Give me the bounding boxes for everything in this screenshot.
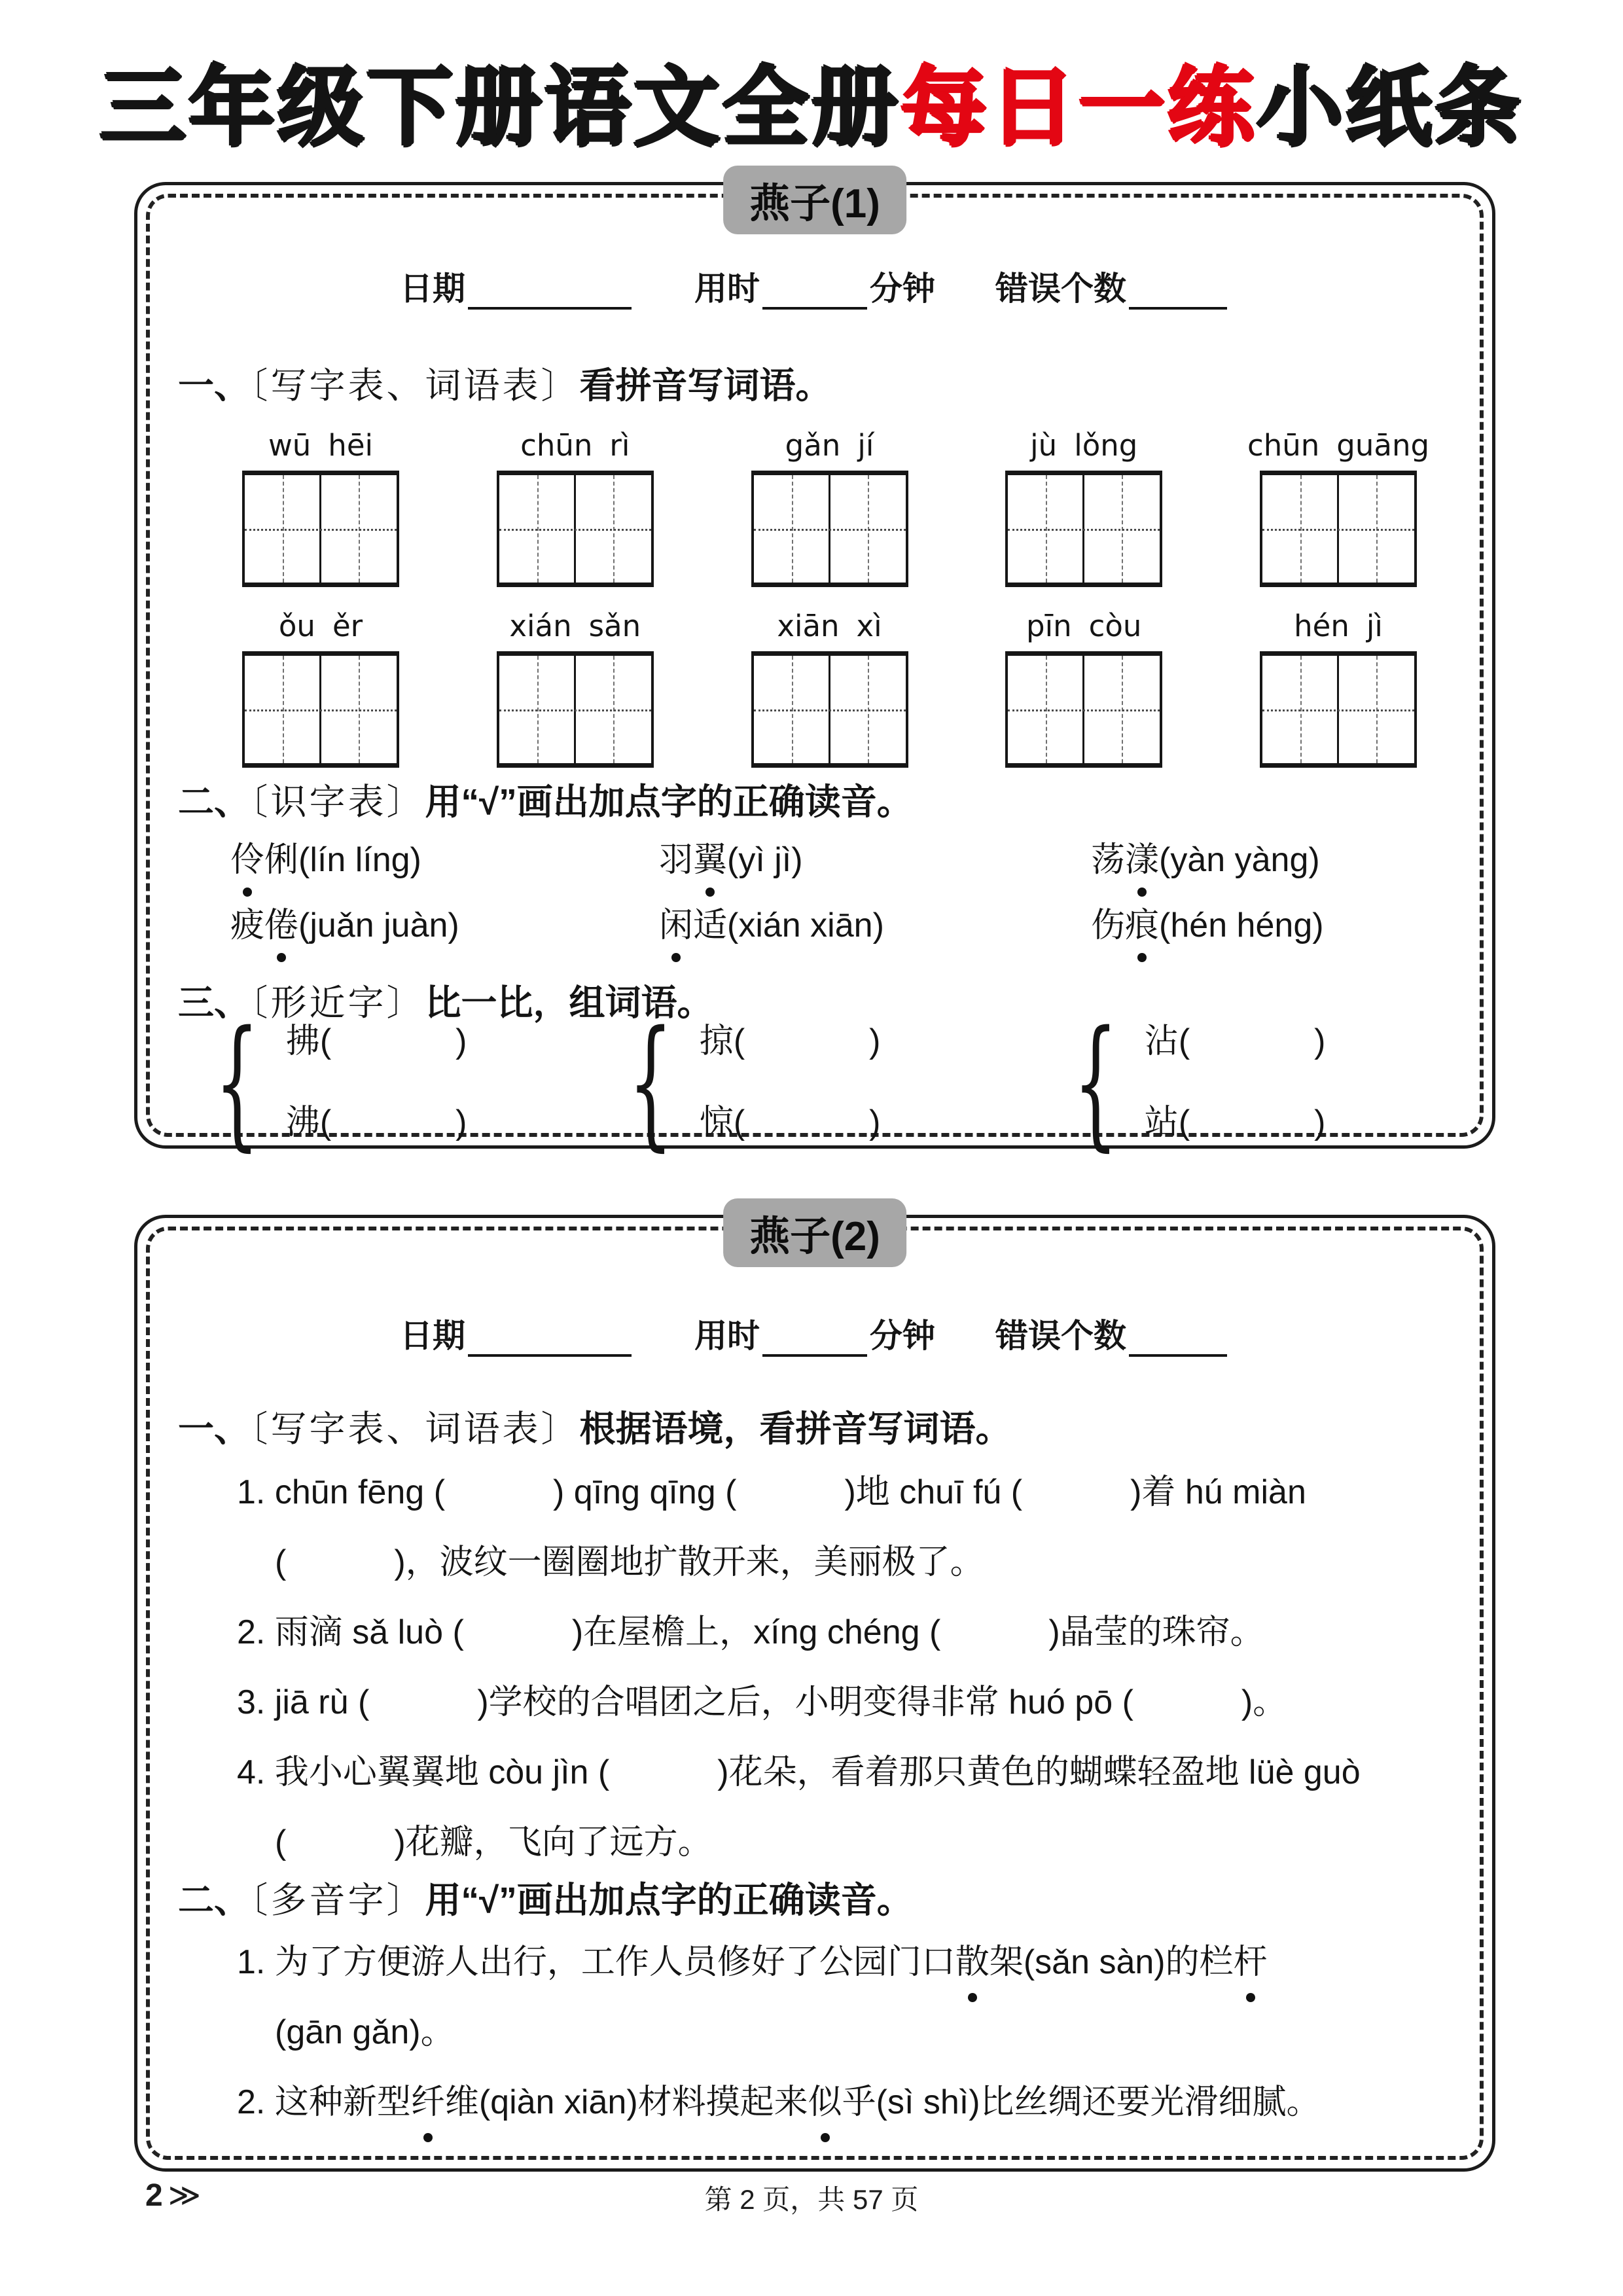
answer-blank: ( ) — [1010, 1473, 1142, 1511]
character: 惊 — [699, 1103, 734, 1141]
pinyin-syllable: guāng — [1336, 428, 1430, 463]
character: 站 — [1144, 1103, 1179, 1141]
dotted-character: 痕 — [1125, 897, 1159, 946]
text-segment: 架(sǎn sàn)的栏 — [989, 1943, 1234, 1981]
exercise-card-1 — [134, 181, 1495, 1164]
pronunciation-choice-grid — [230, 832, 1453, 963]
page-title — [0, 38, 1623, 162]
pinyin-label — [751, 609, 908, 643]
text-segment: 学校的合唱团之后，小明变得非常 huó pō — [488, 1683, 1122, 1721]
footer-page-indicator: 第 2 页，共 57 页 — [704, 2184, 919, 2215]
answer-blank: ( ) — [597, 1753, 729, 1791]
brace-glyph: { — [628, 999, 673, 1164]
error-label: 错误个数 — [995, 1318, 1126, 1354]
pinyin-syllable: ěr — [332, 609, 363, 643]
pinyin-box-group — [497, 609, 654, 768]
section-badge: 燕子(2) — [723, 1198, 906, 1267]
pinyin-syllable: gǎn — [785, 428, 841, 463]
dotted-character: 散 — [955, 1938, 990, 1986]
writing-box — [1260, 651, 1417, 768]
pinyin-label — [497, 429, 654, 463]
title-part-red: 每日一练 — [901, 60, 1257, 156]
sentence-line — [237, 1608, 1456, 1678]
answer-blank: ( ) — [275, 1823, 406, 1861]
pinyin-syllable: xì — [856, 609, 882, 643]
text-segment: 羽 — [659, 841, 694, 879]
writing-box — [497, 471, 654, 587]
text-segment: 。 — [1253, 1683, 1287, 1721]
text-segment: (gān gǎn)。 — [275, 2013, 455, 2051]
error-blank — [1129, 272, 1227, 310]
text-segment: 花瓣，飞向了远方。 — [405, 1823, 712, 1861]
section-number: 二、 — [178, 1880, 251, 1920]
section-title: 比一比，组词语。 — [425, 982, 713, 1023]
text-segment: 地 chuī fú — [855, 1473, 1011, 1511]
answer-blank: ( ) — [452, 1613, 584, 1651]
section-number: 二、 — [178, 781, 251, 822]
dotted-character: 闲 — [659, 897, 693, 946]
date-label: 日期 — [400, 270, 465, 307]
pinyin-syllable: ǒu — [278, 609, 315, 643]
section-2-heading — [178, 773, 1466, 825]
brace-glyph: { — [1073, 999, 1118, 1164]
box-guide-line — [1262, 529, 1414, 531]
text-segment: 疲 — [230, 906, 265, 944]
text-segment: 1. 为了方便游人出行，工作人员修好了公园门口 — [237, 1943, 955, 1981]
page-number: 2 — [145, 2178, 163, 2213]
sentence-line — [237, 1938, 1456, 2008]
text-segment: (yì jì) — [727, 841, 803, 879]
pronunciation-choice-item — [1091, 832, 1453, 897]
character: 沸 — [285, 1103, 320, 1141]
section-title: 用“√”画出加点字的正确读音。 — [425, 1880, 913, 1920]
time-label: 用时 — [694, 1318, 760, 1354]
pronunciation-choice-item — [230, 832, 659, 897]
date-blank — [468, 272, 632, 310]
dotted-character: 纤 — [411, 2078, 445, 2126]
section-tag: 〔形近字〕 — [250, 983, 425, 1023]
text-segment: 维(qiàn xiān)材料摸起来 — [444, 2083, 808, 2121]
pronunciation-choice-item — [659, 832, 1091, 897]
section-tag: 〔写字表、词语表〕 — [250, 1409, 580, 1449]
pinyin-syllable: jí — [857, 428, 874, 463]
section-tag: 〔多音字〕 — [250, 1880, 425, 1920]
compare-pair-group — [628, 999, 1073, 1164]
compare-pair-line: 沾( ) — [1144, 1022, 1326, 1060]
pinyin-box-group — [1005, 609, 1162, 768]
compare-pair-line: 掠( ) — [699, 1022, 881, 1060]
date-label: 日期 — [400, 1318, 465, 1354]
fill-in-sentences — [237, 1468, 1456, 1888]
compare-pair-lines — [700, 1018, 881, 1146]
pinyin-box-group — [242, 609, 399, 768]
compare-pair-group — [1073, 999, 1446, 1164]
box-guide-line — [499, 709, 651, 711]
exercise-card-2 — [134, 1215, 1495, 2172]
section-number: 一、 — [178, 1408, 251, 1449]
chevrons-icon: ≫ — [168, 2178, 201, 2213]
title-part-2: 小纸条 — [1257, 60, 1524, 156]
pinyin-syllable: sǎn — [588, 609, 641, 643]
minute-label: 分钟 — [870, 270, 935, 307]
text-segment: 在屋檐上，xíng chéng — [583, 1613, 930, 1651]
title-part-1: 三年级下册语文全册 — [99, 60, 901, 156]
answer-blank: ( ) — [725, 1473, 856, 1511]
section-tag: 〔写字表、词语表〕 — [250, 366, 580, 406]
section-title: 用“√”画出加点字的正确读音。 — [425, 781, 913, 822]
polyphone-sentences — [237, 1938, 1456, 2148]
text-segment: (yàn yàng) — [1159, 841, 1320, 879]
text-segment: (hén héng) — [1159, 906, 1324, 944]
date-blank — [468, 1319, 632, 1357]
text-segment: 1. chūn fēng — [237, 1473, 434, 1511]
compare-pair-lines — [1145, 1018, 1326, 1146]
pinyin-syllable: chūn — [1247, 428, 1320, 463]
section-number: 一、 — [178, 365, 251, 406]
pinyin-syllable: hén — [1294, 609, 1349, 643]
text-segment: 2. 雨滴 sǎ luò — [237, 1613, 453, 1651]
pinyin-label — [242, 609, 399, 643]
brace-glyph: { — [215, 999, 260, 1164]
writing-box — [751, 471, 908, 587]
text-segment: 伤 — [1091, 906, 1126, 944]
pinyin-syllable: xián — [509, 609, 572, 643]
section-2-heading — [178, 1871, 1466, 1923]
pinyin-writing-row-1 — [242, 428, 1430, 587]
box-guide-line — [1008, 529, 1160, 531]
pinyin-syllable: wū — [268, 428, 312, 463]
compare-pair-line: 惊( ) — [699, 1103, 881, 1141]
meta-line — [137, 262, 1492, 310]
character: 沾 — [1144, 1022, 1179, 1060]
time-blank — [762, 1319, 867, 1357]
pinyin-writing-row-2 — [242, 609, 1417, 768]
compare-pair-lines — [286, 1018, 467, 1146]
text-segment: 乎(sì shì)比丝绸还要光滑细腻。 — [842, 2083, 1321, 2121]
text-segment: ，波纹一圈圈地扩散开来，美丽极了。 — [405, 1543, 984, 1581]
text-segment: 3. jiā rù — [237, 1683, 358, 1721]
dotted-character: 翼 — [693, 832, 727, 881]
section-title: 根据语境，看拼音写词语。 — [579, 1408, 1012, 1449]
section-1-heading — [178, 357, 1466, 408]
box-guide-line — [245, 529, 397, 531]
pinyin-box-group — [1247, 428, 1430, 587]
dotted-character: 似 — [808, 2078, 842, 2126]
section-tag: 〔识字表〕 — [250, 782, 425, 822]
pinyin-syllable: xiān — [777, 609, 840, 643]
answer-blank: ( ) — [433, 1473, 565, 1511]
writing-box — [497, 651, 654, 768]
pinyin-box-group — [497, 429, 654, 587]
pinyin-box-group — [751, 429, 908, 587]
text-segment: 适(xián xiān) — [693, 906, 884, 944]
text-segment: 花朵，看着那只黄色的蝴蝶轻盈地 lüè guò — [728, 1753, 1361, 1791]
text-segment: 俐(lín líng) — [264, 841, 421, 879]
writing-box — [751, 651, 908, 768]
box-guide-line — [754, 529, 906, 531]
footer-page-number — [145, 2177, 201, 2214]
pronunciation-choice-item — [659, 897, 1091, 963]
dotted-character: 倦 — [264, 897, 298, 946]
pinyin-box-group — [242, 429, 399, 587]
text-segment: 荡 — [1091, 841, 1126, 879]
pinyin-syllable: jù — [1030, 428, 1058, 463]
time-blank — [762, 272, 867, 310]
text-segment: 2. 这种新型 — [237, 2083, 411, 2121]
meta-line — [137, 1310, 1492, 1357]
compare-pair-line: 拂( ) — [285, 1022, 467, 1060]
character: 拂 — [285, 1022, 320, 1060]
pinyin-label — [242, 429, 399, 463]
answer-blank: ( ) — [357, 1683, 489, 1721]
minute-label: 分钟 — [870, 1318, 935, 1354]
writing-box — [1005, 471, 1162, 587]
compare-pair-line: 站( ) — [1144, 1103, 1326, 1141]
sentence-line — [237, 1538, 1456, 1608]
error-label: 错误个数 — [995, 270, 1126, 307]
pinyin-box-group — [751, 609, 908, 768]
sentence-line — [237, 1678, 1456, 1748]
text-segment: qīng qīng — [564, 1473, 726, 1511]
pronunciation-choice-item — [230, 897, 659, 963]
box-guide-line — [1262, 709, 1414, 711]
text-segment: 4. 我小心翼翼地 còu jìn — [237, 1753, 598, 1791]
time-label: 用时 — [694, 270, 760, 307]
pronunciation-choice-item — [1091, 897, 1453, 963]
section-number: 三、 — [178, 982, 251, 1023]
pinyin-box-group — [1260, 609, 1417, 768]
pinyin-label — [1005, 429, 1162, 463]
box-guide-line — [499, 529, 651, 531]
writing-box — [242, 471, 399, 587]
pinyin-label — [1005, 609, 1162, 643]
pinyin-label — [1260, 609, 1417, 643]
pinyin-label — [751, 429, 908, 463]
answer-blank: ( ) — [275, 1543, 406, 1581]
sentence-line — [237, 2078, 1456, 2148]
section-1-heading — [178, 1400, 1466, 1452]
character: 掠 — [699, 1022, 734, 1060]
section-badge: 燕子(1) — [723, 166, 906, 234]
writing-box — [242, 651, 399, 768]
pinyin-box-group — [1005, 429, 1162, 587]
pinyin-syllable: lǒng — [1074, 428, 1138, 463]
sentence-line — [237, 1748, 1456, 1818]
writing-box — [1260, 471, 1417, 587]
dotted-character: 杆 — [1234, 1938, 1268, 1986]
pinyin-syllable: jì — [1366, 609, 1383, 643]
pinyin-label — [1247, 428, 1430, 463]
sentence-line — [237, 1468, 1456, 1538]
pinyin-syllable: còu — [1088, 609, 1142, 643]
pinyin-label — [497, 609, 654, 643]
pinyin-syllable: chūn — [520, 428, 593, 463]
dotted-character: 伶 — [230, 832, 264, 881]
section-title: 看拼音写词语。 — [579, 365, 832, 406]
pinyin-syllable: hēi — [328, 428, 374, 463]
pinyin-syllable: rì — [609, 428, 630, 463]
dotted-character: 漾 — [1125, 832, 1159, 881]
box-guide-line — [1008, 709, 1160, 711]
error-blank — [1129, 1319, 1227, 1357]
text-segment: 晶莹的珠帘。 — [1060, 1613, 1264, 1651]
answer-blank: ( ) — [1122, 1683, 1253, 1721]
text-segment: 着 hú miàn — [1141, 1473, 1306, 1511]
text-segment: (juǎn juàn) — [298, 906, 459, 944]
box-guide-line — [245, 709, 397, 711]
answer-blank: ( ) — [929, 1613, 1060, 1651]
box-guide-line — [754, 709, 906, 711]
compare-pair-line: 沸( ) — [285, 1103, 467, 1141]
sentence-line — [237, 2008, 1456, 2078]
writing-box — [1005, 651, 1162, 768]
pinyin-syllable: pīn — [1026, 609, 1072, 643]
